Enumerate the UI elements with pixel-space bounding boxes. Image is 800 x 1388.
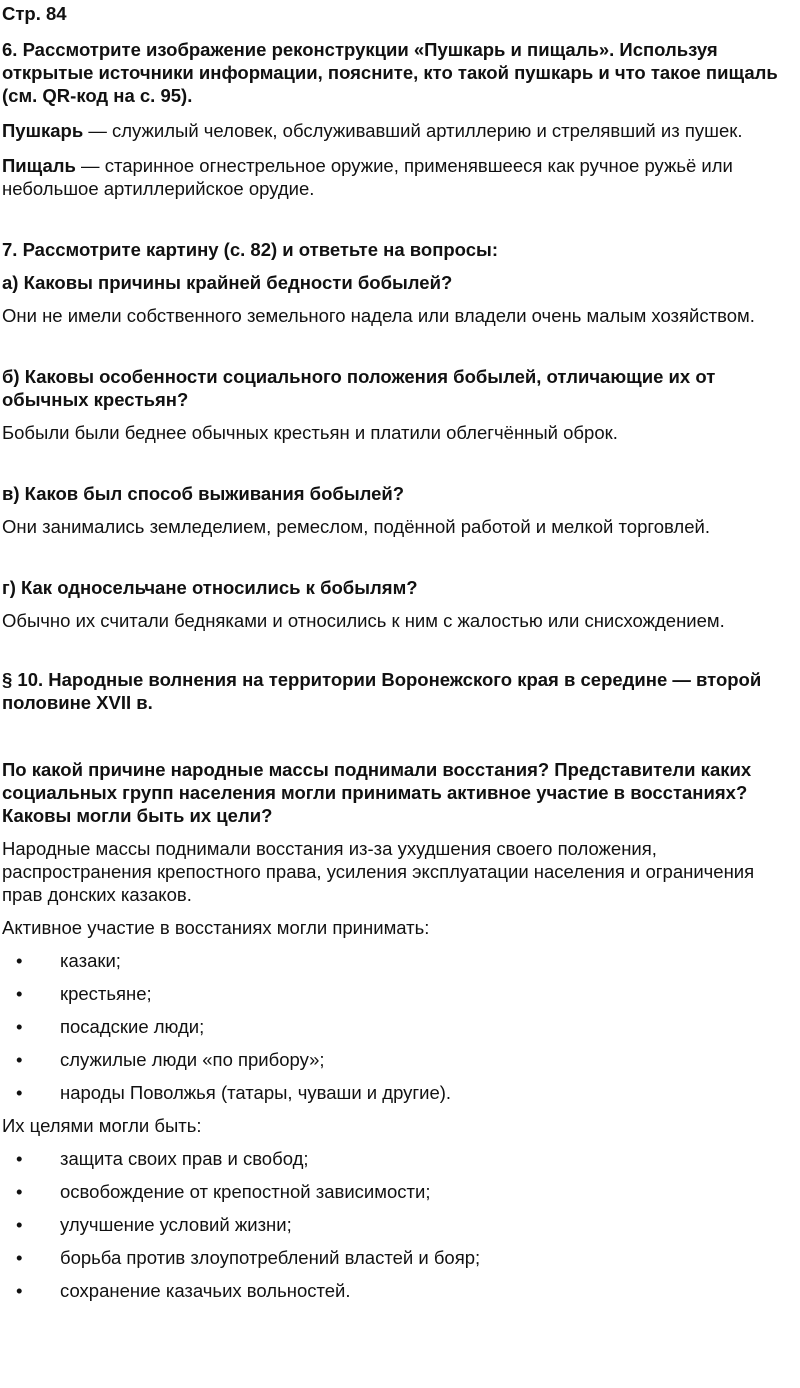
list-item: • сохранение казачьих вольностей. <box>16 1280 351 1301</box>
goals-intro: Их целями могли быть: <box>2 1115 202 1136</box>
task6-definition-pishchal <box>2 154 788 200</box>
participants-intro: Активное участие в восстаниях могли принимать: <box>2 917 430 938</box>
task7-question-g: г) Как односельчане относились к бобылям? <box>2 577 418 598</box>
task7-answer-v: Они занимались земледелием, ремеслом, подённой работой и мелкой торговлей. <box>2 516 710 537</box>
goals-list <box>2 1147 788 1302</box>
section10-question: По какой причине народные массы поднимали восстания? Представители каких социальных групп населения могли принимать активное участие в восстаниях? Каковы могли быть их цели? <box>2 759 752 826</box>
list-item: • освобождение от крепостной зависимости; <box>16 1181 431 1202</box>
task7-question-b: б) Каковы особенности социального положения бобылей, отличающие их от обычных крестьян? <box>2 366 716 410</box>
definition-pishchal-text: — старинное огнестрельное оружие, применявшееся как ручное ружьё или небольшое артиллерийское орудие. <box>2 155 733 199</box>
term-pushkar: Пушкарь <box>2 120 84 141</box>
participants-list <box>2 949 788 1104</box>
task7-answer-b: Бобыли были беднее обычных крестьян и платили облегчённый оброк. <box>2 422 618 443</box>
task7-question-a: а) Каковы причины крайней бедности бобылей? <box>2 272 453 293</box>
bullet-icon: • <box>16 1049 23 1070</box>
task7-question-v: в) Каков был способ выживания бобылей? <box>2 483 405 504</box>
bullet-icon: • <box>16 1181 23 1202</box>
bullet-icon: • <box>16 1082 23 1103</box>
term-pishchal: Пищаль <box>2 155 76 176</box>
task7-question: 7. Рассмотрите картину (с. 82) и ответьте на вопросы: <box>2 239 498 260</box>
bullet-icon: • <box>16 983 23 1004</box>
bullet-icon: • <box>16 1214 23 1235</box>
definition-pushkar-text: — служилый человек, обслуживавший артиллерию и стрелявший из пушек. <box>83 120 743 141</box>
task7-answer-g: Обычно их считали бедняками и относились к ним с жалостью или снисхождением. <box>2 610 725 631</box>
task6-question: 6. Рассмотрите изображение реконструкции «Пушкарь и пищаль». Используя открытые источники информации, поясните, кто такой пушкарь и что такое пищаль (см. QR-код на с. 95). <box>2 39 778 106</box>
list-item: • улучшение условий жизни; <box>16 1214 292 1235</box>
list-item: • служилые люди «по прибору»; <box>16 1049 325 1070</box>
list-item: • казаки; <box>16 950 121 971</box>
bullet-icon: • <box>16 1280 23 1301</box>
task7-answer-a: Они не имели собственного земельного надела или владели очень малым хозяйством. <box>2 305 755 326</box>
list-item: • крестьяне; <box>16 983 152 1004</box>
section10-answer: Народные массы поднимали восстания из-за ухудшения своего положения, распространения крепостного права, усиления эксплуатации населения и ограничения прав донских казаков. <box>2 838 755 905</box>
bullet-icon: • <box>16 1247 23 1268</box>
list-item: • народы Поволжья (татары, чуваши и другие). <box>16 1082 452 1103</box>
page-label: Стр. 84 <box>2 3 67 24</box>
task6-definition-pushkar <box>2 119 788 142</box>
list-item: • защита своих прав и свобод; <box>16 1148 309 1169</box>
bullet-icon: • <box>16 1148 23 1169</box>
list-item: • посадские люди; <box>16 1016 205 1037</box>
bullet-icon: • <box>16 1016 23 1037</box>
bullet-icon: • <box>16 950 23 971</box>
document-page <box>0 2 800 1302</box>
list-item: • борьба против злоупотреблений властей и бояр; <box>16 1247 481 1268</box>
section10-title: § 10. Народные волнения на территории Воронежского края в середине — второй половине XVII в. <box>2 669 762 713</box>
